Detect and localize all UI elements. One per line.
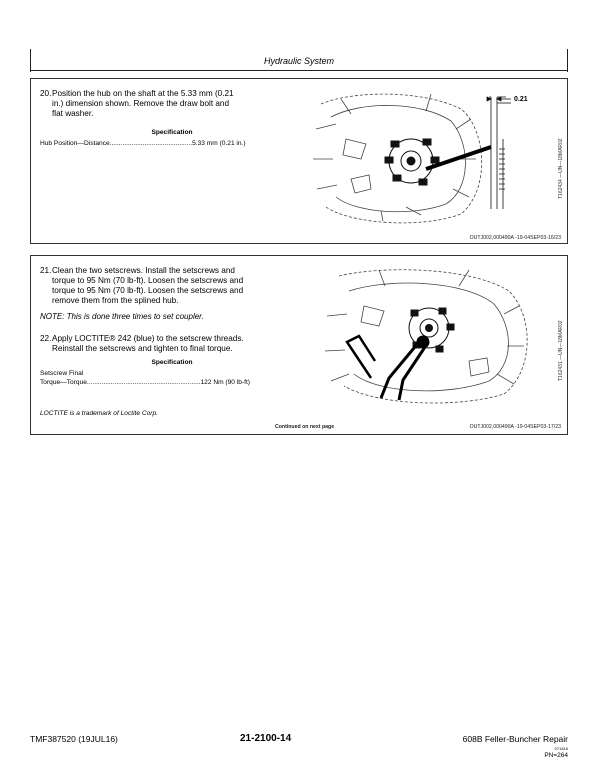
footer-document-number: TMF387520 (19JUL16)	[30, 734, 118, 744]
figure-code: T162431 —UN—18MAR02	[558, 320, 564, 381]
step-20-line-3: flat washer.	[52, 109, 94, 118]
procedure-box-steps-21-22	[30, 255, 568, 435]
step-22-number: 22.	[40, 334, 52, 343]
spec-value: 5.33 mm (0.21 in.)	[192, 140, 246, 147]
spec-row-torque	[40, 378, 250, 387]
step-22-text	[52, 334, 312, 354]
note-text: NOTE: This is done three times to set coupler.	[40, 312, 204, 321]
step-21-line-2: torque to 95 Nm (70 lb-ft). Loosen the setscrews and	[52, 276, 244, 285]
footer-manual-title: 608B Feller-Buncher Repair	[462, 734, 568, 744]
step-21-line-1: Clean the two setscrews. Install the setscrews and	[52, 266, 235, 275]
footer-small-code: 071816	[554, 746, 568, 751]
reference-code: OUTJ002,000490A -19-04SEP03-16/23	[469, 235, 561, 241]
step-21-number: 21.	[40, 266, 52, 275]
setscrew-torque-figure	[319, 266, 555, 406]
figure-dimension-label: 0.21	[514, 96, 528, 103]
trademark-note: LOCTITE is a trademark of Loctite Corp.	[40, 410, 158, 417]
step-20-number: 20.	[40, 89, 52, 98]
spec-dots: ..............................................................	[86, 379, 201, 386]
continued-text: Continued on next page	[275, 424, 335, 430]
step-21-line-3: torque to 95 Nm (70 lb-ft). Loosen the setscrews and	[52, 286, 244, 295]
hub-position-figure	[311, 89, 561, 225]
spec-label: Torque—Torque	[40, 379, 87, 386]
spec-dots: .............................................	[109, 140, 193, 147]
header-rule	[30, 70, 568, 71]
reference-code: OUTJ002,000490A -19-04SEP03-17/23	[469, 424, 561, 430]
footer-pn: PN=264	[544, 752, 568, 759]
spec-value: 122 Nm (90 lb-ft)	[200, 379, 250, 386]
step-22-line-1: Apply LOCTITE® 242 (blue) to the setscrew threads.	[52, 334, 244, 343]
step-20-line-2: in.) dimension shown. Remove the draw bolt and	[52, 99, 230, 108]
step-20-line-1: Position the hub on the shaft at the 5.33 mm (0.21	[52, 89, 234, 98]
procedure-box-step-20	[30, 78, 568, 244]
figure-code: T162434 —UN—18MAR02	[558, 138, 564, 199]
step-21-text	[52, 266, 312, 306]
spec-label: Hub Position—Distance	[40, 140, 110, 147]
step-22-line-2: Reinstall the setscrews and tighten to final torque.	[52, 344, 233, 353]
section-title: Hydraulic System	[263, 56, 335, 66]
spec-title: Specification	[151, 129, 193, 136]
footer-page-number: 21-2100-14	[240, 733, 292, 744]
step-20-text	[52, 89, 302, 119]
spec-group: Setscrew Final	[40, 370, 84, 377]
spec-title: Specification	[151, 359, 193, 366]
step-21-line-4: remove them from the splined hub.	[52, 296, 179, 305]
spec-row-hub-position	[40, 139, 246, 148]
